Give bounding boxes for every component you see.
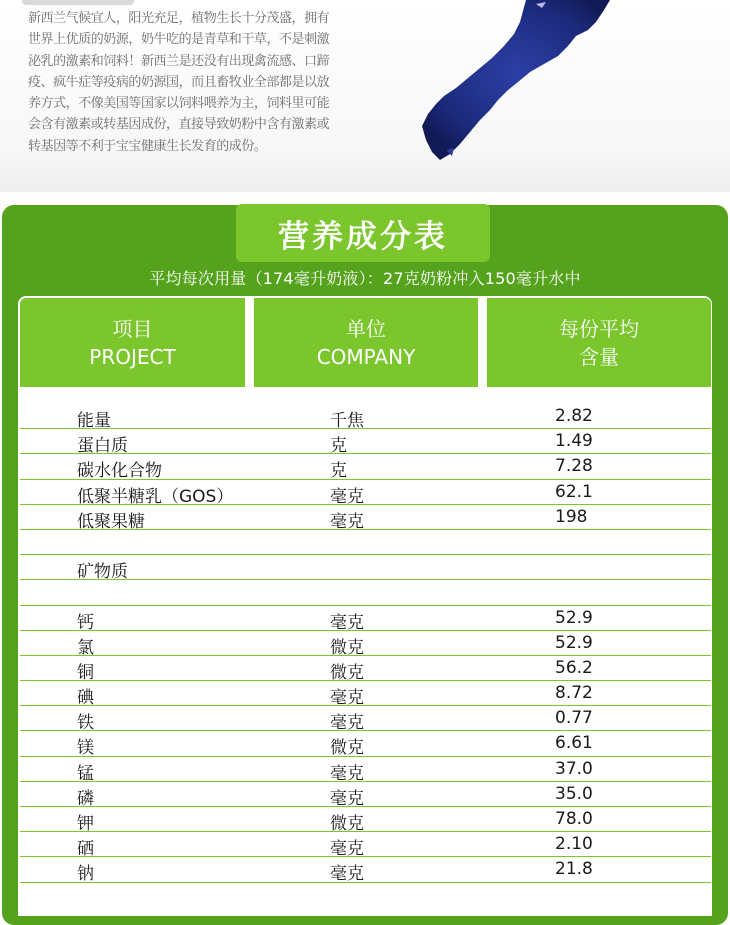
- intro-tab-decoration: [22, 0, 134, 5]
- intro-line: 养方式，不像美国等国家以饲料喂养为主，饲料里可能: [28, 96, 330, 112]
- nutrition-title-tab: [236, 204, 490, 262]
- row-unit: 毫克: [330, 486, 364, 507]
- row-value: 78.0: [555, 809, 593, 829]
- row-unit: 克: [330, 461, 347, 482]
- row-unit: 微克: [330, 738, 364, 759]
- table-row: [20, 681, 711, 709]
- row-value: 62.1: [555, 481, 593, 502]
- table-row: [20, 757, 711, 782]
- row-value: 35.0: [555, 783, 593, 804]
- row-item: 低聚果糖: [77, 511, 145, 532]
- row-item: 钠: [77, 864, 94, 885]
- row-value: 6.61: [555, 733, 593, 754]
- row-item: 氯: [77, 637, 94, 658]
- row-value: 2.10: [555, 834, 593, 855]
- row-item: 矿物质: [77, 562, 128, 583]
- header-company-en: COMPANY: [316, 344, 416, 369]
- row-value: 52.9: [555, 607, 593, 628]
- row-item: 钙: [77, 612, 94, 633]
- row-unit: 毫克: [330, 713, 364, 734]
- intro-line: 疫、疯牛症等疫病的奶源国，而且畜牧业全部都是以放: [28, 74, 330, 90]
- table-row: [20, 706, 711, 734]
- intro-line: 泌乳的激素和饲料！新西兰是还没有出现禽流感、口蹄: [28, 53, 330, 69]
- row-value: 52.9: [555, 632, 593, 653]
- row-unit: 毫克: [330, 612, 364, 633]
- row-value: 0.77: [555, 708, 593, 729]
- table-row: [20, 631, 711, 656]
- row-unit: 毫克: [330, 688, 364, 709]
- row-item: 磷: [77, 788, 94, 809]
- row-unit: 千焦: [330, 411, 364, 431]
- table-row: [20, 782, 711, 807]
- table-row: [20, 480, 711, 505]
- intro-line: 世界上优质的奶源，奶牛吃的是青草和干草，不是刺激: [28, 32, 330, 48]
- table-row: [20, 832, 711, 860]
- row-value: 1.49: [555, 431, 593, 452]
- intro-line: 转基因等不利于宝宝健康生长发育的成份。: [28, 138, 267, 154]
- row-unit: 毫克: [330, 864, 364, 885]
- row-item: 钾: [77, 814, 94, 834]
- header-project-en: PROJECT: [89, 344, 176, 369]
- table-row: [20, 606, 711, 631]
- row-item: 镁: [77, 738, 94, 759]
- row-unit: 毫克: [330, 839, 364, 860]
- row-unit: 毫克: [330, 788, 364, 809]
- row-item: 碘: [77, 688, 94, 709]
- header-amount: [487, 298, 711, 387]
- table-row-blank: [20, 580, 711, 605]
- row-item: 硒: [77, 839, 94, 860]
- new-zealand-map-image: [418, 0, 618, 162]
- intro-paragraph: [28, 8, 346, 157]
- table-row-section: [20, 555, 711, 583]
- nutrition-table-title: 营养成分表: [278, 218, 448, 255]
- table-row: [20, 656, 711, 681]
- row-value: 21.8: [555, 859, 593, 880]
- header-amount-line1: 每份平均: [559, 316, 639, 341]
- intro-line: 会含有激素或转基因成份，直接导致奶粉中含有激素或: [28, 117, 330, 133]
- row-unit: 毫克: [330, 511, 364, 532]
- header-amount-line2: 含量: [579, 344, 619, 369]
- row-unit: 克: [330, 436, 347, 457]
- row-value: 198: [555, 506, 588, 527]
- table-row: [20, 429, 711, 457]
- table-row: [20, 857, 711, 885]
- row-unit: 微克: [330, 662, 364, 683]
- intro-line: 新西兰气候宜人，阳光充足，植物生长十分茂盛，拥有: [28, 11, 330, 26]
- row-value: 56.2: [555, 657, 593, 678]
- table-row: [20, 807, 711, 832]
- header-project-cn: 项目: [112, 316, 153, 341]
- row-item: 锰: [77, 763, 94, 784]
- row-item: 蛋白质: [77, 436, 128, 457]
- row-unit: 微克: [330, 637, 364, 658]
- header-project: [20, 298, 245, 387]
- serving-size-note: 平均每次用量（174毫升奶液）：27克奶粉冲入150毫升水中: [149, 269, 581, 288]
- row-item: 能量: [77, 411, 111, 431]
- row-value: 2.82: [555, 406, 593, 426]
- header-company: [254, 298, 478, 387]
- row-value: 8.72: [555, 683, 593, 704]
- row-value: 7.28: [555, 456, 593, 477]
- nutrition-rows: [20, 404, 711, 883]
- intro-section: [0, 0, 730, 192]
- table-row: [20, 505, 711, 530]
- table-row: [20, 454, 711, 482]
- row-unit: 微克: [330, 814, 364, 834]
- row-item: 铁: [77, 713, 94, 734]
- row-item: 碳水化合物: [77, 461, 162, 482]
- table-row: [20, 731, 711, 759]
- table-row-blank: [20, 530, 711, 555]
- table-row: [20, 404, 711, 429]
- row-item: 铜: [77, 662, 94, 683]
- row-item: 低聚半糖乳（GOS）: [77, 486, 234, 507]
- row-value: 37.0: [555, 758, 593, 779]
- header-company-cn: 单位: [346, 316, 386, 341]
- row-unit: 毫克: [330, 763, 364, 784]
